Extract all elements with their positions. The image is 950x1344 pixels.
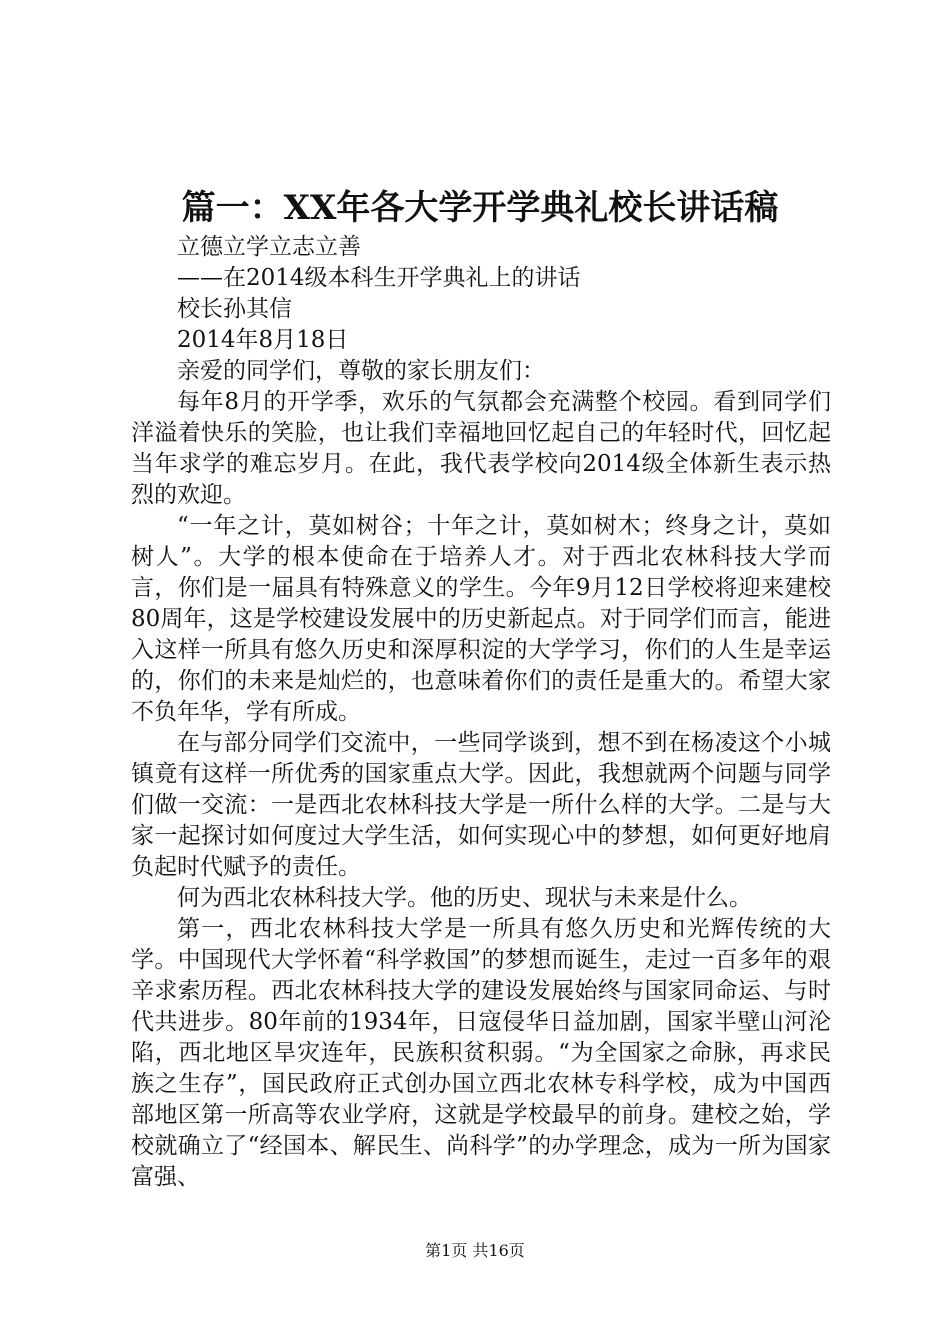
body-paragraph: 第一，西北农林科技大学是一所具有悠久历史和光辉传统的大学。中国现代大学怀着“科学救国”的梦想而诞生，走过一百多年的艰辛求索历程。西北农林科技大学的建设发展始终与国家同命运、与时代共进步。80年前的1934年，日寇侵华日益加剧，国家半壁山河沦陷，西北地区旱灾连年，民族积贫积弱。“为全国家之命脉，再求民族之生存”，国民政府正式创办国立西北农林专科学校，成为中国西部地区第一所高等农业学府，这就是学校最早的前身。建校之始，学校就确立了“经国本、解民生、尚科学”的办学理念，成为一所为国家富强、 (131, 916, 831, 1190)
speaker-line: 校长孙其信 (177, 296, 292, 322)
speech-subtitle: ——在2014级本科生开学典礼上的讲话 (177, 265, 581, 291)
salutation: 亲爱的同学们，尊敬的家长朋友们： (177, 358, 545, 384)
document-body (131, 232, 831, 1193)
section-heading: 何为西北农林科技大学。他的历史、现状与未来是什么。 (177, 885, 752, 911)
speech-heading: 立德立学立志立善 (177, 234, 361, 260)
page-number: 第1页 共16页 (425, 1241, 525, 1260)
body-paragraph: 在与部分同学们交流中，一些同学谈到，想不到在杨凌这个小城镇竟有这样一所优秀的国家重点大学。因此，我想就两个问题与同学们做一交流：一是西北农林科技大学是一所什么样的大学。二是与大家一起探讨如何度过大学生活，如何实现心中的梦想，如何更好地肩负起时代赋予的责任。 (131, 730, 831, 880)
date-line: 2014年8月18日 (177, 327, 349, 353)
body-paragraph: “一年之计，莫如树谷；十年之计，莫如树木；终身之计，莫如树人”。大学的根本使命在于培养人才。对于西北农林科技大学而言，你们是一届具有特殊意义的学生。今年9月12日学校将迎来建校80周年，这是学校建设发展中的历史新起点。对于同学们而言，能进入这样一所具有悠久历史和深厚积淀的大学学习，你们的人生是幸运的，你们的未来是灿烂的，也意味着你们的责任是重大的。希望大家不负年华，学有所成。 (131, 513, 831, 725)
document-title: 篇一：XX年各大学开学典礼校长讲话稿 (181, 188, 779, 228)
body-paragraph: 每年8月的开学季，欢乐的气氛都会充满整个校园。看到同学们洋溢着快乐的笑脸，也让我们幸福地回忆起自己的年轻时代，回忆起当年求学的难忘岁月。在此，我代表学校向2014级全体新生表示热烈的欢迎。 (131, 389, 831, 508)
